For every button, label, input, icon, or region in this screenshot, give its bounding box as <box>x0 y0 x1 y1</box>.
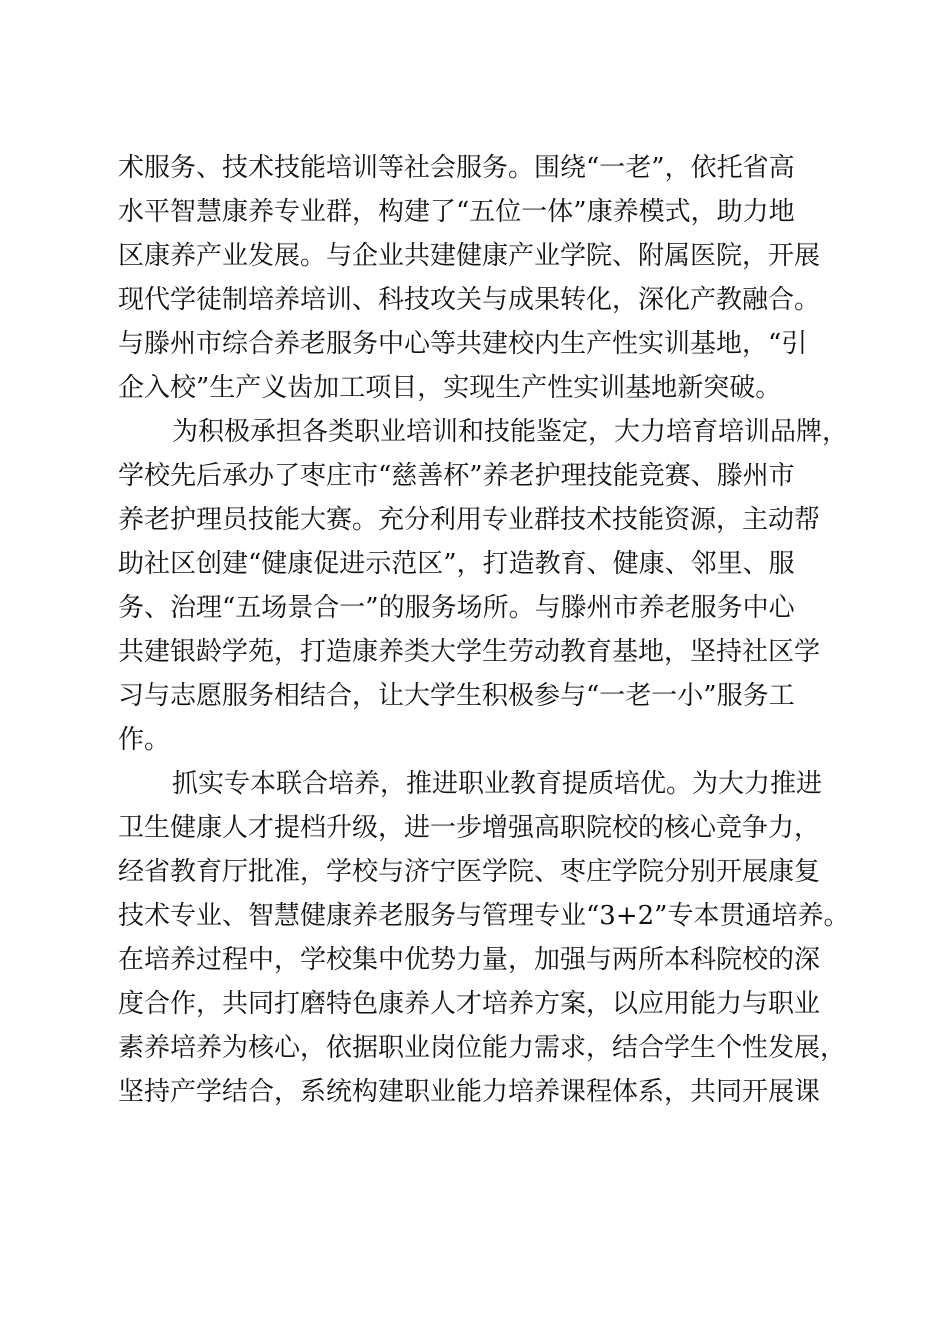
document-body <box>118 146 850 1114</box>
text-line: 习与志愿服务相结合，让大学生积极参与“一老一小”服务工 <box>118 681 795 711</box>
text-line: 学校先后承办了枣庄市“慈善杯”养老护理技能竞赛、滕州市 <box>118 461 795 491</box>
text-line: 务、治理“五场景合一”的服务场所。与滕州市养老服务中心 <box>118 593 795 623</box>
text-line: 经省教育厅批准，学校与济宁医学院、枣庄学院分别开展康复 <box>118 857 821 887</box>
text-line: 与滕州市综合养老服务中心等共建校内生产性实训基地，“引 <box>118 329 808 359</box>
text-line: 坚持产学结合，系统构建职业能力培养课程体系，共同开展课 <box>118 1077 821 1107</box>
paragraph-1 <box>118 146 838 410</box>
text-line: 术服务、技术技能培训等社会服务。围绕“一老”，依托省高 <box>118 153 795 183</box>
text-line: 现代学徒制培养培训、科技攻关与成果转化，深化产教融合。 <box>118 285 821 315</box>
text-line: 作。 <box>118 725 171 755</box>
text-line: 抓实专本联合培养，推进职业教育提质培优。为大力推进 <box>172 769 823 799</box>
text-line: 助社区创建“健康促进示范区”，打造教育、健康、邻里、服 <box>118 549 795 579</box>
text-line: 养老护理员技能大赛。充分利用专业群技术技能资源，主动帮 <box>118 505 821 535</box>
text-line: 为积极承担各类职业培训和技能鉴定，大力培育培训品牌， <box>172 417 849 447</box>
text-line: 水平智慧康养专业群，构建了“五位一体”康养模式，助力地 <box>118 197 795 227</box>
text-line: 共建银龄学苑，打造康养类大学生劳动教育基地，坚持社区学 <box>118 637 821 667</box>
text-line: 企入校”生产义齿加工项目，实现生产性实训基地新突破。 <box>118 373 782 403</box>
paragraph-2 <box>118 410 849 762</box>
text-line: 卫生健康人才提档升级，进一步增强高职院校的核心竞争力， <box>118 813 821 843</box>
text-line: 技术专业、智慧健康养老服务与管理专业“3+2”专本贯通培养。 <box>118 901 850 931</box>
text-line: 素养培养为核心，依据职业岗位能力需求，结合学生个性发展， <box>118 1033 847 1063</box>
text-line: 区康养产业发展。与企业共建健康产业学院、附属医院，开展 <box>118 241 821 271</box>
paragraph-3 <box>118 762 850 1114</box>
text-line: 在培养过程中，学校集中优势力量，加强与两所本科院校的深 <box>118 945 821 975</box>
text-line: 度合作，共同打磨特色康养人才培养方案，以应用能力与职业 <box>118 989 821 1019</box>
